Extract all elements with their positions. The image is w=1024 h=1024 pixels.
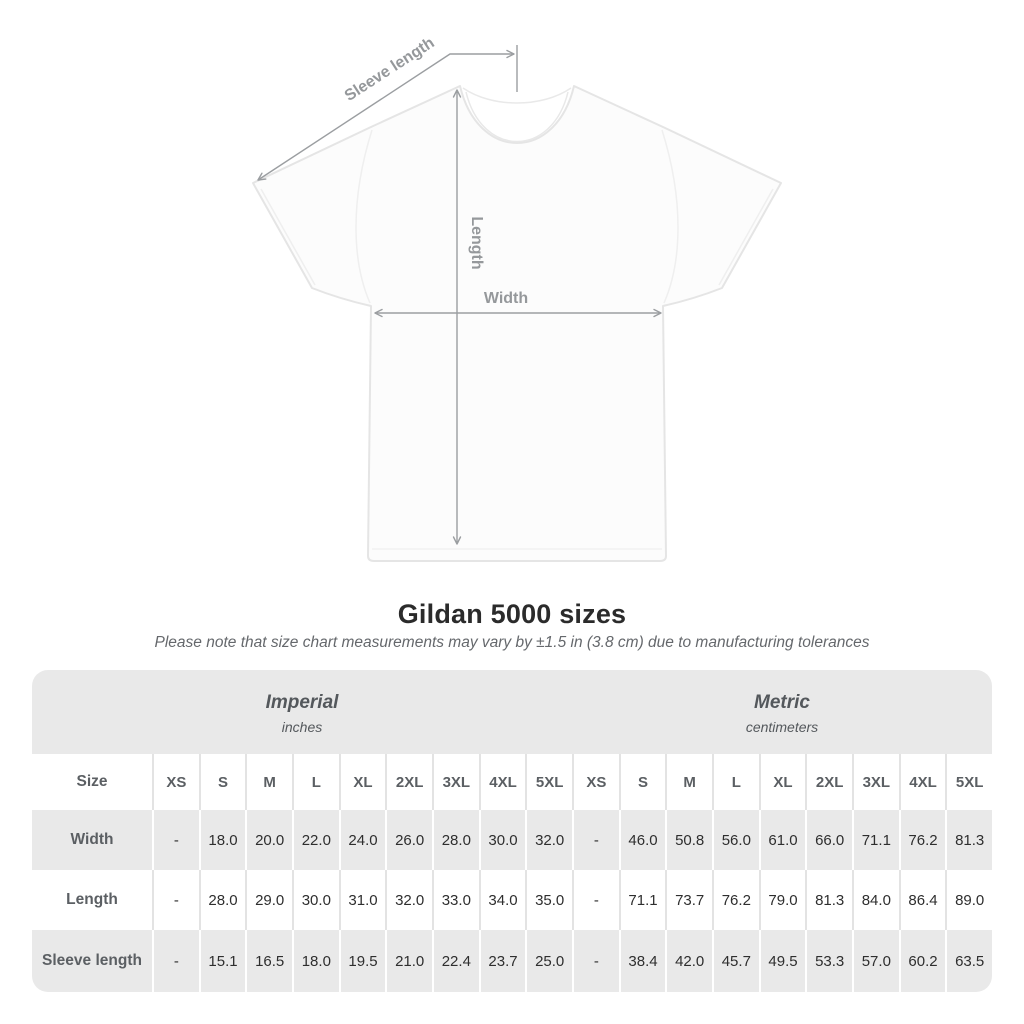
data-cell: 18.0 (292, 930, 339, 992)
column-header-cell: 4XL (899, 754, 946, 810)
data-cell: 38.4 (619, 930, 666, 992)
data-cell: 22.4 (432, 930, 479, 992)
data-cell: - (572, 870, 619, 930)
data-cell: 79.0 (759, 870, 806, 930)
data-cell: 46.0 (619, 810, 666, 870)
data-cell: 35.0 (525, 870, 572, 930)
data-cell: 71.1 (852, 810, 899, 870)
data-cell: 66.0 (805, 810, 852, 870)
page-subtitle: Please note that size chart measurements may vary by ±1.5 in (3.8 cm) due to manufacturing tolerances (154, 634, 870, 651)
data-cell: 28.0 (432, 810, 479, 870)
width-label: Width (483, 290, 529, 307)
data-cell: 22.0 (292, 810, 339, 870)
page-title: Gildan 5000 sizes (397, 599, 627, 629)
row-label: Length (32, 870, 152, 930)
column-header-cell: 3XL (432, 754, 479, 810)
data-cell: 31.0 (339, 870, 386, 930)
data-cell: 20.0 (245, 810, 292, 870)
data-cell: 26.0 (385, 810, 432, 870)
column-header-cell: 4XL (479, 754, 526, 810)
column-header-cell: M (245, 754, 292, 810)
data-cell: 53.3 (805, 930, 852, 992)
data-cell: 81.3 (805, 870, 852, 930)
size-table (32, 754, 992, 992)
column-header-cell: 5XL (945, 754, 992, 810)
data-cell: 42.0 (665, 930, 712, 992)
tshirt-graphic (253, 86, 781, 561)
unit-group-metric (572, 670, 992, 754)
column-header-cell: L (292, 754, 339, 810)
data-cell: 76.2 (712, 870, 759, 930)
data-cell: 33.0 (432, 870, 479, 930)
data-cell: 25.0 (525, 930, 572, 992)
data-cell: 71.1 (619, 870, 666, 930)
unit-group-imperial (32, 670, 572, 754)
data-cell: 28.0 (199, 870, 246, 930)
data-cell: - (152, 810, 199, 870)
column-header-cell: 2XL (385, 754, 432, 810)
data-cell: 61.0 (759, 810, 806, 870)
data-cell: 21.0 (385, 930, 432, 992)
unit-group-name: Imperial (265, 691, 339, 713)
unit-group-name: Metric (754, 691, 810, 713)
data-cell: 24.0 (339, 810, 386, 870)
data-cell: 19.5 (339, 930, 386, 992)
data-cell: 81.3 (945, 810, 992, 870)
data-cell: 84.0 (852, 870, 899, 930)
size-chart-card (32, 670, 992, 992)
column-header-cell: XL (339, 754, 386, 810)
data-cell: 16.5 (245, 930, 292, 992)
data-cell: - (572, 930, 619, 992)
data-cell: 30.0 (292, 870, 339, 930)
row-label: Sleeve length (32, 930, 152, 992)
data-cell: 34.0 (479, 870, 526, 930)
column-header-cell: 3XL (852, 754, 899, 810)
column-header-cell: L (712, 754, 759, 810)
data-cell: 45.7 (712, 930, 759, 992)
data-cell: 50.8 (665, 810, 712, 870)
data-cell: 18.0 (199, 810, 246, 870)
column-header-cell: 5XL (525, 754, 572, 810)
length-label: Length (468, 216, 485, 270)
unit-header-band (32, 670, 992, 754)
data-cell: 32.0 (385, 870, 432, 930)
data-cell: 63.5 (945, 930, 992, 992)
unit-group-unit: centimeters (745, 718, 819, 735)
data-cell: 15.1 (199, 930, 246, 992)
data-cell: 89.0 (945, 870, 992, 930)
size-column-header: Size (32, 754, 152, 810)
data-cell: 29.0 (245, 870, 292, 930)
data-cell: 86.4 (899, 870, 946, 930)
table-row (32, 870, 992, 930)
column-header-cell: M (665, 754, 712, 810)
data-cell: 76.2 (899, 810, 946, 870)
table-header-row (32, 754, 992, 810)
column-header-cell: XS (572, 754, 619, 810)
column-header-cell: XL (759, 754, 806, 810)
data-cell: 60.2 (899, 930, 946, 992)
data-cell: 56.0 (712, 810, 759, 870)
sleeve-length-label: Sleeve length (341, 34, 438, 105)
data-cell: 32.0 (525, 810, 572, 870)
data-cell: 23.7 (479, 930, 526, 992)
data-cell: 30.0 (479, 810, 526, 870)
unit-group-unit: inches (281, 718, 323, 735)
column-header-cell: S (199, 754, 246, 810)
data-cell: - (572, 810, 619, 870)
column-header-cell: XS (152, 754, 199, 810)
table-row (32, 930, 992, 992)
data-cell: 57.0 (852, 930, 899, 992)
row-label: Width (32, 810, 152, 870)
data-cell: 49.5 (759, 930, 806, 992)
data-cell: - (152, 930, 199, 992)
data-cell: 73.7 (665, 870, 712, 930)
data-cell: - (152, 870, 199, 930)
table-row (32, 810, 992, 870)
column-header-cell: 2XL (805, 754, 852, 810)
tshirt-outline (253, 86, 781, 561)
column-header-cell: S (619, 754, 666, 810)
